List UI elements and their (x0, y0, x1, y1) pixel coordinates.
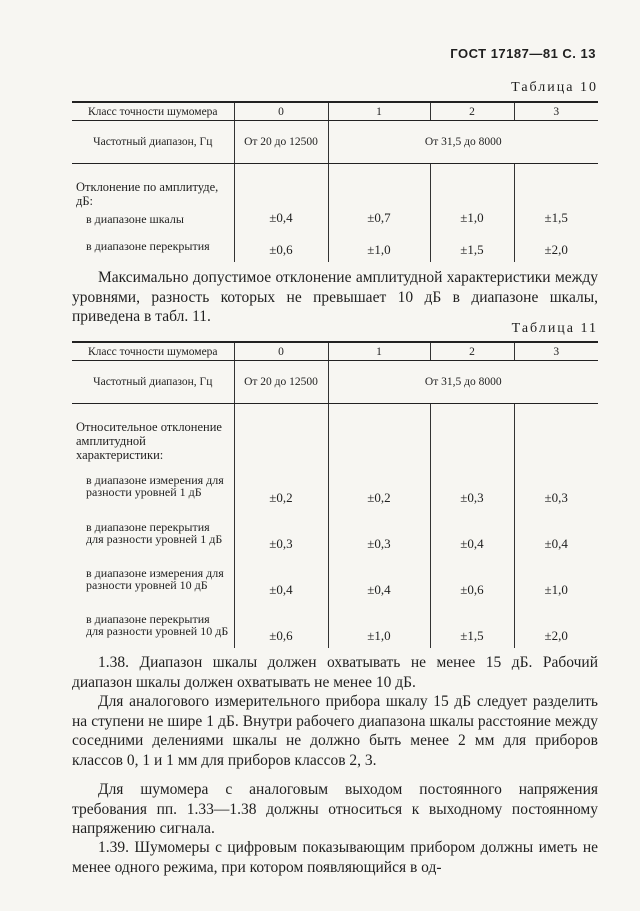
cell-value: ±2,0 (514, 602, 598, 648)
table-10-caption: Таблица 10 (511, 80, 598, 95)
class-header: Класс точности шумомера (72, 102, 234, 121)
cell-value: ±0,4 (328, 556, 430, 602)
cell-value: ±0,3 (430, 462, 514, 510)
table-row (72, 462, 598, 510)
table-row (72, 164, 598, 209)
cell-value: ±1,0 (328, 602, 430, 648)
frequency-range-label: Частотный диапазон, Гц (72, 121, 234, 164)
range-class-0: От 20 до 12500 (234, 361, 328, 404)
row-label: в диапазоне измерения для разности уровней 10 дБ (86, 566, 224, 592)
row-label: в диапазоне перекрытия для разности уровней 1 дБ (86, 520, 223, 546)
group-label: Относительное отклонение амплитудной характеристики: (76, 420, 222, 462)
cell-value: ±0,4 (234, 208, 328, 230)
table-row (72, 556, 598, 602)
table-11-caption: Таблица 11 (511, 321, 598, 336)
cell-value: ±0,4 (514, 510, 598, 556)
range-other-classes: От 31,5 до 8000 (328, 361, 598, 404)
range-class-0: От 20 до 12500 (234, 121, 328, 164)
cell-value: ±0,4 (430, 510, 514, 556)
class-3: 3 (514, 102, 598, 121)
class-header: Класс точности шумомера (72, 342, 234, 361)
cell-value: ±1,0 (430, 208, 514, 230)
paragraph-1-39: 1.39. Шумомеры с цифровым показывающим прибором должны иметь не менее одного режима, при котором появляющийся в од- (72, 839, 598, 876)
cell-value: ±0,7 (328, 208, 430, 230)
group-label: Отклонение по амплитуде, дБ: (76, 180, 219, 208)
range-other-classes: От 31,5 до 8000 (328, 121, 598, 164)
table-row (72, 602, 598, 648)
cell-value: ±0,4 (234, 556, 328, 602)
cell-value: ±0,6 (430, 556, 514, 602)
row-label: в диапазоне шкалы (86, 212, 184, 226)
table-10 (72, 101, 598, 262)
table-row (72, 230, 598, 262)
table-10-header-row (72, 102, 598, 121)
frequency-range-row (72, 121, 598, 164)
class-3: 3 (514, 342, 598, 361)
class-2: 2 (430, 102, 514, 121)
table-row (72, 208, 598, 230)
page-header: ГОСТ 17187—81 С. 13 (450, 46, 596, 61)
paragraph-table-11-intro: Максимально допустимое отклонение амплитудной характеристики между уровнями, разность которых не превышает 10 дБ в диапазоне шкалы, приведена в табл. 11. (72, 269, 598, 325)
frequency-range-row (72, 361, 598, 404)
class-1: 1 (328, 342, 430, 361)
cell-value: ±1,0 (328, 230, 430, 262)
cell-value: ±1,5 (430, 602, 514, 648)
table-row (72, 404, 598, 463)
paragraph-analog-instrument: Для аналогового измерительного прибора шкалу 15 дБ следует разделить на ступени не шире 1 дБ. Внутри рабочего диапазона шкалы расстояние между соседними делениями шкалы не должно быть менее 2 мм для приборов классов 0, 1 и 1 мм для приборов классов 2, 3. (72, 693, 598, 769)
cell-value: ±2,0 (514, 230, 598, 262)
paragraph-1-38: 1.38. Диапазон шкалы должен охватывать не менее 15 дБ. Рабочий диапазон шкалы должен охватывать не менее 10 дБ. (72, 654, 598, 691)
cell-value: ±1,0 (514, 556, 598, 602)
table-11-header-row (72, 342, 598, 361)
cell-value: ±0,6 (234, 602, 328, 648)
cell-value: ±0,3 (328, 510, 430, 556)
row-label: в диапазоне перекрытия (86, 239, 210, 253)
paragraph-dc-output: Для шумомера с аналоговым выходом постоянного напряжения требования пп. 1.33—1.38 должны относиться к выходному постоянному напряжению сигнала. (72, 781, 598, 837)
cell-value: ±0,3 (234, 510, 328, 556)
class-0: 0 (234, 102, 328, 121)
frequency-range-label: Частотный диапазон, Гц (72, 361, 234, 404)
cell-value: ±1,5 (514, 208, 598, 230)
cell-value: ±0,3 (514, 462, 598, 510)
row-label: в диапазоне перекрытия для разности уровней 10 дБ (86, 612, 229, 638)
table-11 (72, 341, 598, 648)
class-2: 2 (430, 342, 514, 361)
cell-value: ±0,2 (234, 462, 328, 510)
class-1: 1 (328, 102, 430, 121)
cell-value: ±0,2 (328, 462, 430, 510)
cell-value: ±1,5 (430, 230, 514, 262)
cell-value: ±0,6 (234, 230, 328, 262)
table-row (72, 510, 598, 556)
class-0: 0 (234, 342, 328, 361)
row-label: в диапазоне измерения для разности уровней 1 дБ (86, 473, 224, 499)
